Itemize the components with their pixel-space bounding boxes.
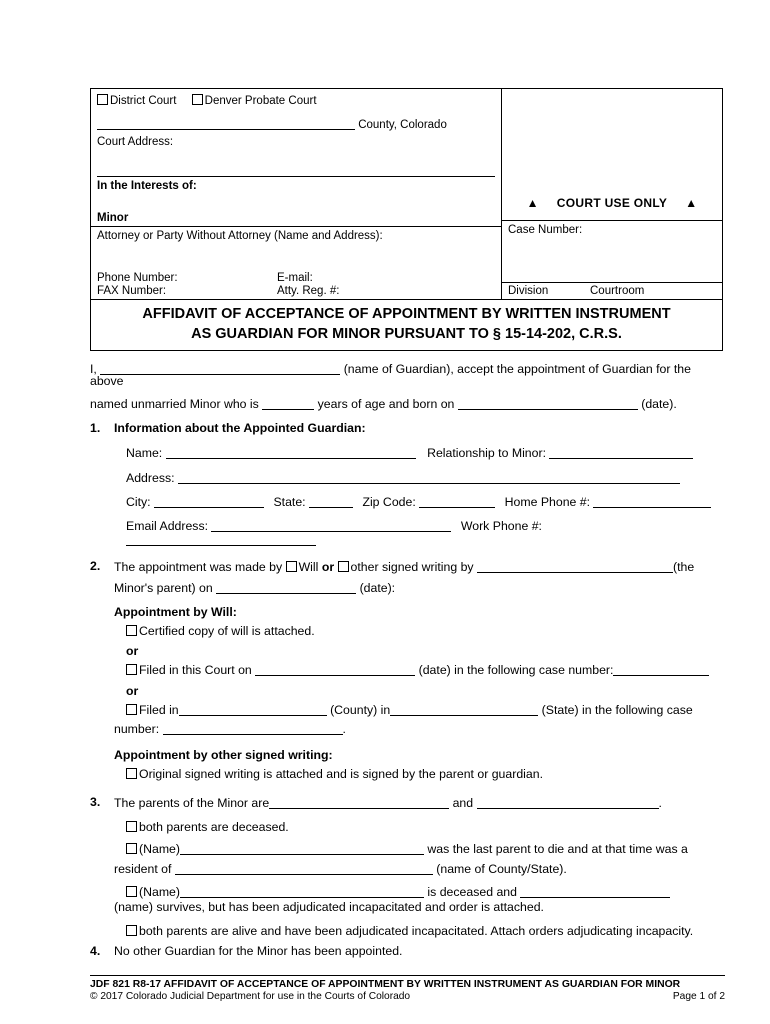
court-address-input-line[interactable] bbox=[97, 150, 495, 177]
guardian-info-fields bbox=[126, 446, 725, 545]
county-suffix-label: County, Colorado bbox=[358, 119, 447, 131]
section-2-line-1 bbox=[114, 560, 725, 573]
filed-county-input-line[interactable] bbox=[179, 703, 327, 716]
in-the-interests-of-row bbox=[91, 177, 501, 192]
birthdate-input-line[interactable] bbox=[458, 397, 638, 410]
address-row bbox=[126, 471, 725, 484]
or-divider-2: or bbox=[126, 683, 139, 698]
parent-deceased-survivor-option[interactable] bbox=[126, 885, 725, 898]
city-input-line[interactable] bbox=[154, 495, 264, 508]
form-title-line-1: AFFIDAVIT OF ACCEPTANCE OF APPOINTMENT BY WRITTEN INSTRUMENT bbox=[142, 306, 671, 322]
state-label: State: bbox=[273, 494, 306, 509]
section-2-text-1: The appointment was made by bbox=[114, 559, 283, 574]
section-2-number: 2. bbox=[90, 558, 101, 573]
parent-1-input-line[interactable] bbox=[269, 796, 449, 809]
work-phone-input-line[interactable] bbox=[126, 533, 316, 546]
triangle-left-icon: ▲ bbox=[526, 196, 539, 210]
intro-part-5: (date). bbox=[641, 396, 677, 411]
phone-number-label: Phone Number: bbox=[97, 272, 178, 284]
survivor-note-row bbox=[114, 901, 725, 913]
district-court-option[interactable] bbox=[97, 95, 176, 107]
checkbox-icon[interactable] bbox=[126, 821, 137, 832]
footer-copyright: © 2017 Colorado Judicial Department for use in the Courts of Colorado bbox=[90, 991, 411, 1002]
email-input-line[interactable] bbox=[211, 519, 451, 532]
form-sheet bbox=[90, 88, 725, 957]
section-4-number: 4. bbox=[90, 944, 101, 959]
section-1-number: 1. bbox=[90, 421, 101, 436]
footer-form-id: JDF 821 R8-17 AFFIDAVIT OF ACCEPTANCE OF APPOINTMENT BY WRITTEN INSTRUMENT AS GUARDIAN FOR MINOR bbox=[90, 979, 681, 990]
minor-row bbox=[91, 192, 501, 227]
checkbox-icon[interactable] bbox=[97, 94, 108, 105]
filed-in-other-option[interactable] bbox=[126, 703, 725, 716]
section-4-text: No other Guardian for the Minor has been appointed. bbox=[114, 944, 403, 959]
intro-part-2: (name of Guardian), accept the appointment of Guardian for the above bbox=[90, 362, 691, 389]
section-1 bbox=[90, 422, 725, 434]
intro-part-3: named unmarried Minor who is bbox=[90, 396, 259, 411]
both-parents-deceased-label: both parents are deceased. bbox=[139, 820, 289, 835]
checkbox-icon[interactable] bbox=[286, 561, 297, 572]
city-label: City: bbox=[126, 494, 151, 509]
checkbox-icon[interactable] bbox=[126, 925, 137, 936]
email-work-phone-row bbox=[126, 519, 725, 546]
fax-row bbox=[91, 284, 501, 299]
or-divider-1: or bbox=[126, 643, 139, 658]
name-input-line[interactable] bbox=[166, 446, 416, 459]
work-phone-label: Work Phone #: bbox=[460, 519, 542, 534]
attorney-label: Attorney or Party Without Attorney (Name and Address): bbox=[97, 230, 383, 242]
section-3-number: 3. bbox=[90, 795, 101, 810]
is-deceased-label: is deceased and bbox=[427, 885, 517, 900]
checkbox-icon[interactable] bbox=[126, 843, 137, 854]
caption-block bbox=[90, 88, 723, 300]
filed-number-label: number: bbox=[114, 722, 160, 737]
both-parents-incapacitated-label: both parents are alive and have been adjudicated incapacitated. Attach orders adjudicating incapacity. bbox=[139, 923, 694, 938]
intro-part-4: years of age and born on bbox=[317, 396, 455, 411]
section-2-text-4: (date): bbox=[359, 581, 396, 596]
filed-number-input-line[interactable] bbox=[163, 722, 343, 735]
page-footer bbox=[90, 975, 725, 1002]
section-2-line-2 bbox=[114, 581, 725, 594]
section-3-period: . bbox=[658, 796, 662, 811]
resident-of-suffix: (name of County/State). bbox=[436, 861, 567, 876]
appointment-by-will-heading: Appointment by Will: bbox=[114, 605, 237, 620]
caption-left-column bbox=[91, 89, 502, 299]
will-option[interactable] bbox=[286, 560, 319, 574]
checkbox-icon[interactable] bbox=[126, 625, 137, 636]
court-type-row bbox=[91, 89, 501, 109]
relationship-input-line[interactable] bbox=[549, 446, 693, 459]
survivor-name-input-line[interactable] bbox=[520, 885, 670, 898]
resident-of-row bbox=[114, 862, 725, 875]
in-the-interests-of-label: In the Interests of: bbox=[97, 180, 197, 192]
caption-right-column bbox=[502, 89, 722, 299]
checkbox-icon[interactable] bbox=[126, 886, 137, 897]
last-parent-to-die-option[interactable] bbox=[126, 842, 725, 855]
address-input-line[interactable] bbox=[178, 471, 680, 484]
minor-label: Minor bbox=[97, 212, 129, 224]
appointment-by-other-heading: Appointment by other signed writing: bbox=[114, 748, 333, 763]
name-label: Name: bbox=[126, 446, 163, 461]
original-signed-writing-label: Original signed writing is attached and is signed by the parent or guardian. bbox=[139, 766, 543, 781]
filed-number-period: . bbox=[342, 722, 346, 737]
zip-input-line[interactable] bbox=[419, 495, 495, 508]
email-address-label: Email Address: bbox=[126, 519, 209, 534]
original-signed-writing-option[interactable] bbox=[126, 768, 725, 780]
phone-row bbox=[91, 270, 501, 284]
guardian-name-input-line[interactable] bbox=[100, 362, 340, 375]
last-parent-name-input-line[interactable] bbox=[180, 842, 424, 855]
checkbox-icon[interactable] bbox=[126, 664, 137, 675]
county-row bbox=[91, 109, 501, 133]
triangle-right-icon: ▲ bbox=[685, 196, 698, 210]
section-3 bbox=[90, 796, 725, 809]
court-address-label-row bbox=[91, 133, 501, 150]
atty-reg-label: Atty. Reg. #: bbox=[277, 285, 340, 297]
court-address-label: Court Address: bbox=[97, 136, 174, 148]
case-number-field[interactable] bbox=[502, 221, 722, 283]
checkbox-icon[interactable] bbox=[126, 704, 137, 715]
will-label: Will bbox=[298, 559, 319, 574]
state-suffix-label: (State) in the following case bbox=[541, 702, 693, 717]
name-relationship-row bbox=[126, 446, 725, 459]
section-2-text bbox=[114, 560, 725, 595]
resident-of-input-line[interactable] bbox=[175, 862, 433, 875]
section-1-heading: Information about the Appointed Guardian: bbox=[114, 421, 366, 436]
division-courtroom-row bbox=[502, 283, 722, 299]
section-4 bbox=[90, 945, 725, 957]
email-label: E-mail: bbox=[277, 272, 313, 284]
footer-page-number: Page 1 of 2 bbox=[672, 991, 725, 1002]
resident-of-label: resident of bbox=[114, 861, 172, 876]
checkbox-icon[interactable] bbox=[192, 94, 203, 105]
section-2-text-2: (the bbox=[673, 559, 695, 574]
district-court-label: District Court bbox=[110, 95, 177, 107]
certified-copy-option[interactable] bbox=[126, 625, 725, 637]
form-title-bar bbox=[90, 300, 723, 351]
checkbox-icon[interactable] bbox=[338, 561, 349, 572]
last-parent-name-label: (Name) bbox=[139, 841, 180, 856]
intro-paragraph bbox=[90, 362, 725, 388]
both-parents-deceased-option[interactable] bbox=[126, 821, 725, 833]
filed-in-this-court-option[interactable] bbox=[126, 663, 725, 676]
county-input-line[interactable] bbox=[97, 117, 355, 130]
form-body bbox=[90, 362, 725, 957]
other-signed-writing-option[interactable] bbox=[338, 560, 474, 574]
case-number-label: Case Number: bbox=[508, 224, 583, 236]
home-phone-input-line[interactable] bbox=[593, 495, 711, 508]
attorney-input-space[interactable] bbox=[91, 244, 501, 270]
age-input-line[interactable] bbox=[262, 397, 314, 410]
city-state-zip-row bbox=[126, 495, 725, 508]
checkbox-icon[interactable] bbox=[126, 768, 137, 779]
deceased-parent-name-label: (Name) bbox=[139, 885, 180, 900]
courtroom-label: Courtroom bbox=[590, 285, 645, 297]
fax-number-label: FAX Number: bbox=[97, 285, 167, 297]
intro-paragraph-2 bbox=[90, 397, 725, 410]
denver-probate-court-label: Denver Probate Court bbox=[204, 95, 317, 107]
filed-in-label: Filed in bbox=[139, 702, 179, 717]
both-parents-incapacitated-option[interactable] bbox=[126, 925, 725, 937]
address-label: Address: bbox=[126, 470, 175, 485]
section-2-text-3: Minor's parent) on bbox=[114, 581, 213, 596]
form-title-line-2: AS GUARDIAN FOR MINOR PURSUANT TO § 15-14-202, C.R.S. bbox=[191, 325, 622, 342]
appointment-date-input-line[interactable] bbox=[216, 581, 356, 594]
section-3-and: and bbox=[452, 796, 474, 811]
intro-part-1: I, bbox=[90, 362, 97, 377]
or-label: or bbox=[321, 559, 335, 574]
zip-label: Zip Code: bbox=[362, 494, 416, 509]
filed-number-row bbox=[114, 722, 725, 735]
court-use-only-label: COURT USE ONLY bbox=[556, 196, 668, 210]
other-label: other signed writing by bbox=[350, 559, 474, 574]
home-phone-label: Home Phone #: bbox=[504, 494, 591, 509]
section-3-text bbox=[114, 796, 725, 809]
county-suffix-label-2: (County) in bbox=[330, 702, 391, 717]
last-parent-text: was the last parent to die and at that time was a bbox=[427, 841, 688, 856]
filed-state-input-line[interactable] bbox=[390, 703, 538, 716]
denver-probate-court-option[interactable] bbox=[192, 95, 317, 107]
relationship-label: Relationship to Minor: bbox=[427, 446, 546, 461]
parent-2-input-line[interactable] bbox=[477, 796, 659, 809]
certified-copy-label: Certified copy of will is attached. bbox=[139, 623, 315, 638]
survivor-note-label: (name) survives, but has been adjudicated incapacitated and order is attached. bbox=[114, 899, 544, 914]
division-label: Division bbox=[508, 285, 549, 297]
filed-case-number-label: (date) in the following case number: bbox=[418, 663, 614, 678]
section-3-text-1: The parents of the Minor are bbox=[114, 796, 270, 811]
section-2 bbox=[90, 560, 725, 595]
court-use-only-block bbox=[502, 89, 722, 221]
state-input-line[interactable] bbox=[309, 495, 353, 508]
signer-name-input-line[interactable] bbox=[477, 560, 673, 573]
filed-case-number-input-line[interactable] bbox=[613, 663, 709, 676]
deceased-parent-name-input-line[interactable] bbox=[180, 885, 424, 898]
attorney-row bbox=[91, 227, 501, 244]
filed-in-this-court-label: Filed in this Court on bbox=[139, 663, 252, 678]
filed-date-input-line[interactable] bbox=[255, 663, 415, 676]
